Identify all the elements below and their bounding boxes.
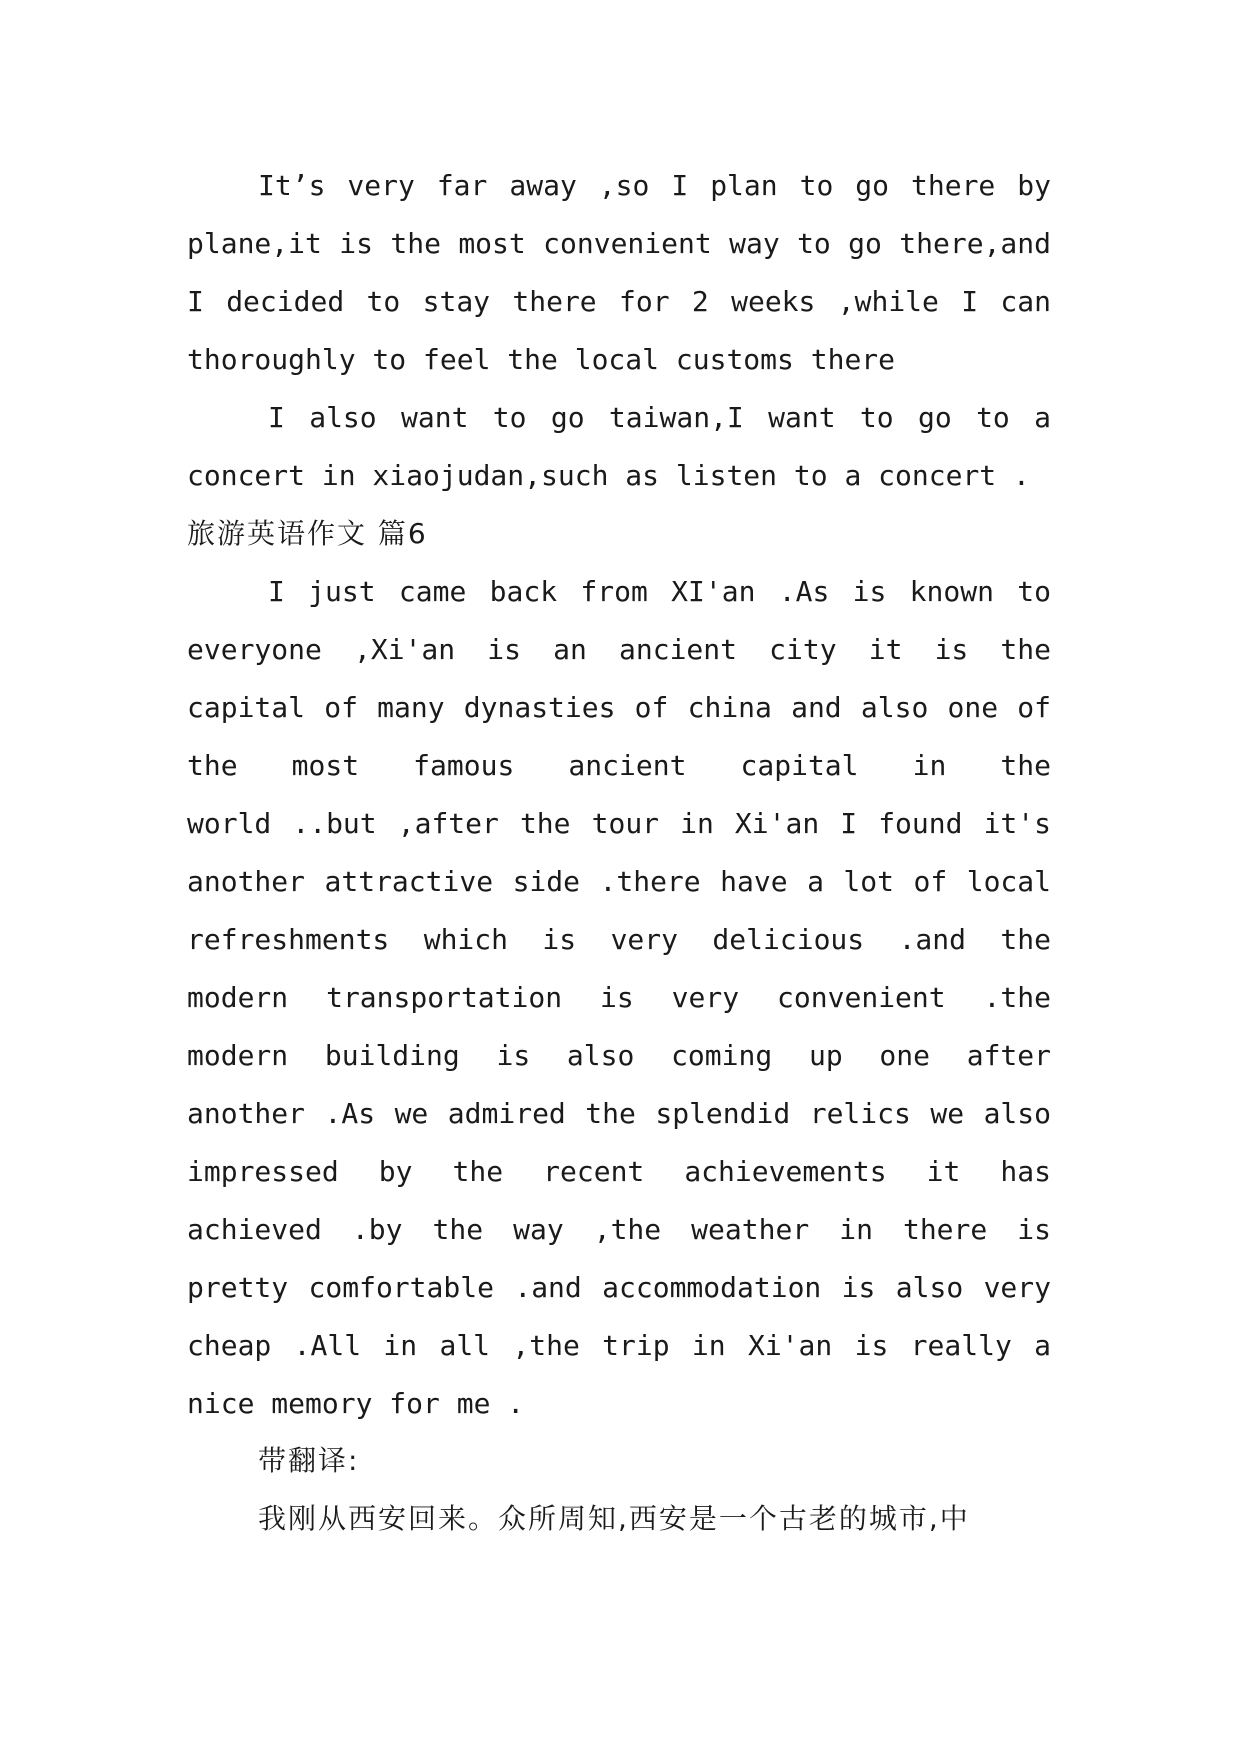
paragraph-line: I just came back from XI'an .As is known to <box>268 575 1051 608</box>
paragraph-line: It’s very far away ,so I plan to go there by <box>258 169 1051 202</box>
paragraph-line: concert in xiaojudan,such as listen to a concert . <box>187 459 1030 492</box>
paragraph-line: plane,it is the most convenient way to go there,and <box>187 227 1051 260</box>
paragraph-line: another .As we admired the splendid relics we also <box>187 1097 1051 1130</box>
translation-label: 带翻译: <box>258 1444 360 1477</box>
paragraph-line: nice memory for me . <box>187 1387 525 1420</box>
paragraph-line: capital of many dynasties of china and also one of <box>187 691 1051 724</box>
translation-text: 我刚从西安回来。众所周知,西安是一个古老的城市,中 <box>258 1502 970 1535</box>
paragraph-line: refreshments which is very delicious .and the <box>187 923 1051 956</box>
section-heading: 旅游英语作文 篇6 <box>187 517 428 550</box>
paragraph-line: I decided to stay there for 2 weeks ,while I can <box>187 285 1051 318</box>
paragraph-line: thoroughly to feel the local customs there <box>187 343 896 376</box>
paragraph-line: I also want to go taiwan,I want to go to a <box>268 401 1051 434</box>
paragraph-line: world ..but ,after the tour in Xi'an I found it's <box>187 807 1051 840</box>
paragraph-line: achieved .by the way ,the weather in there is <box>187 1213 1051 1246</box>
paragraph-line: modern transportation is very convenient .the <box>187 981 1051 1014</box>
paragraph-line: the most famous ancient capital in the <box>187 749 1051 782</box>
paragraph-line: everyone ,Xi'an is an ancient city it is the <box>187 633 1051 666</box>
paragraph-line: modern building is also coming up one after <box>187 1039 1051 1072</box>
paragraph-line: pretty comfortable .and accommodation is also very <box>187 1271 1051 1304</box>
paragraph-line: cheap .All in all ,the trip in Xi'an is really a <box>187 1329 1051 1362</box>
paragraph-line: another attractive side .there have a lot of local <box>187 865 1051 898</box>
paragraph-line: impressed by the recent achievements it has <box>187 1155 1051 1188</box>
